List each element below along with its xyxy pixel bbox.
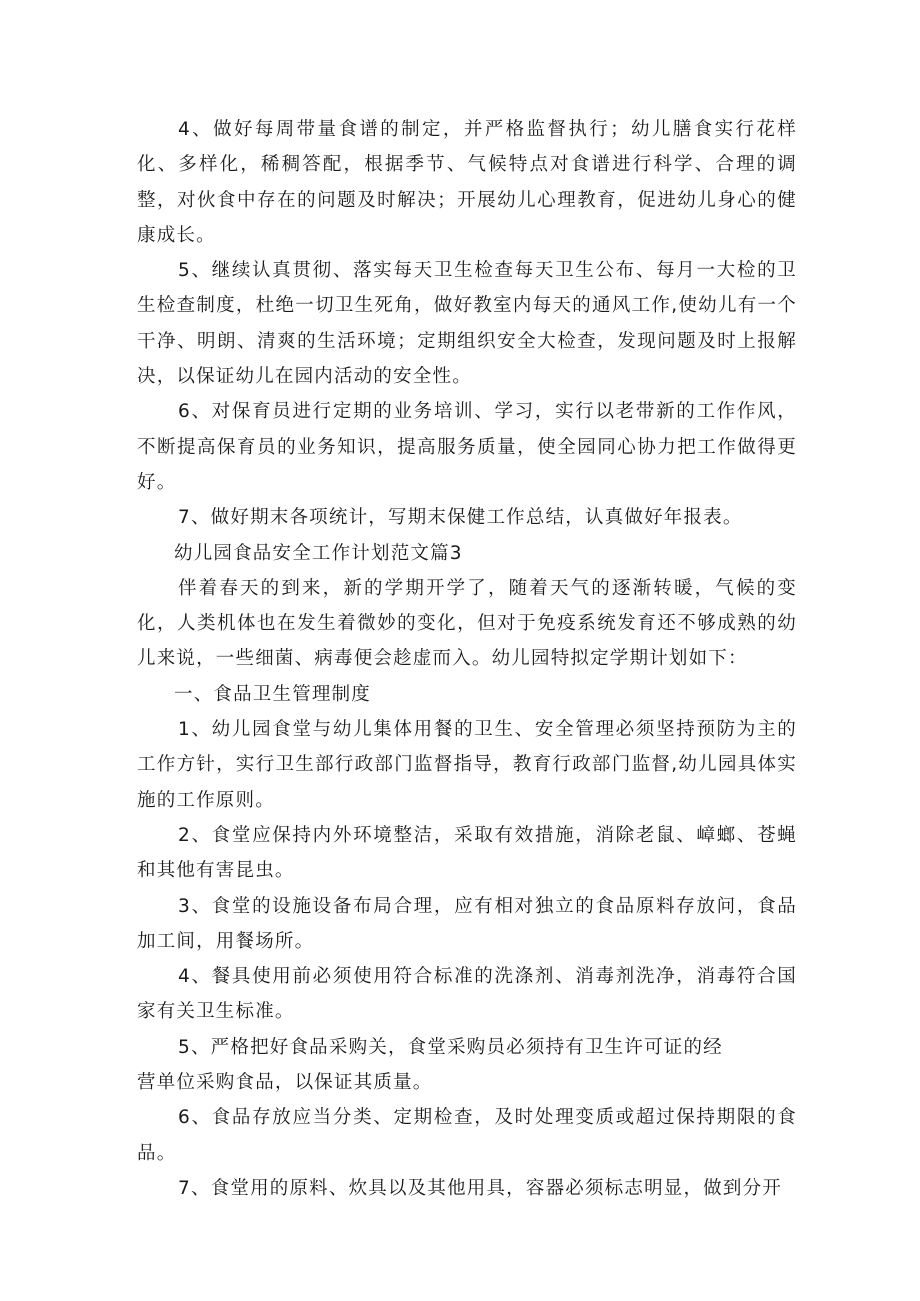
rule-item-5-line-2: 营单位采购食品，以保证其质量。: [137, 1072, 433, 1094]
rule-item-5-line-1: 5、严格把好食品采购关，食堂采购员必须持有卫生许可证的经: [178, 1036, 723, 1058]
paragraph-item-4-menu: 4、做好每周带量食谱的制定，并严格监督执行；幼儿膳食实行花样化、多样化，稀稠答配，根据季节、气候特点对食谱进行科学、合理的调整，对伙食中存在的问题及时解决；开展幼儿心理教育，促进幼儿身心的健康成长。: [137, 119, 797, 246]
paragraph-item-7-summary: 7、做好期末各项统计，写期末保健工作总结，认真做好年报表。: [178, 507, 743, 529]
rule-item-1: 1、幼儿园食堂与幼儿集体用餐的卫生、安全管理必须坚持预防为主的工作方针，实行卫生部行政部门监督指导，教育行政部门监督,幼儿园具体实施的工作原则。: [137, 719, 797, 811]
document-body: [137, 112, 797, 1206]
paragraph-item-6-training: 6、对保育员进行定期的业务培训、学习，实行以老带新的工作作风，不断提高保育员的业务知识，提高服务质量，使全园同心协力把工作做得更好。: [137, 401, 797, 493]
rule-item-6: 6、食品存放应当分类、定期检查，及时处理变质或超过保持期限的食品。: [137, 1107, 797, 1164]
rule-item-2: 2、食堂应保持内外环境整洁，采取有效措施，消除老鼠、嶂螂、苍蝇和其他有害昆虫。: [137, 824, 797, 882]
subsection-heading: 一、食品卫生管理制度: [174, 683, 372, 705]
rule-item-5: [137, 1030, 797, 1101]
rule-item-7: 7、食堂用的原料、炊具以及其他用具，容器必须标志明显，做到分开: [178, 1177, 782, 1199]
rule-item-4: 4、餐具使用前必须使用符合标准的洗涤剂、消毒剂洗净，消毒符合国家有关卫生标准。: [137, 966, 797, 1023]
intro-paragraph: 伴着春天的到来，新的学期开学了，随着天气的逐渐转暖，气候的变化，人类机体也在发生着微妙的变化，但对于免疫系统发育还不够成熟的幼儿来说，一些细菌、病毒便会趁虚而入。幼儿园特拟定学期计划如下：: [137, 577, 797, 670]
section-title: 幼儿园食品安全工作计划范文篇3: [174, 542, 463, 564]
rule-item-3: 3、食堂的设施设备布局合理，应有相对独立的食品原料存放问，食品加工间，用餐场所。: [137, 895, 797, 952]
paragraph-item-5-hygiene: 5、继续认真贯彻、落实每天卫生检查每天卫生公布、每月一大检的卫生检查制度，杜绝一切卫生死角，做好教室内每天的通风工作,使幼儿有一个干净、明朗、清爽的生活环境；定期组织安全大检查，发现问题及时上报解决，以保证幼儿在园内活动的安全性。: [137, 260, 797, 388]
